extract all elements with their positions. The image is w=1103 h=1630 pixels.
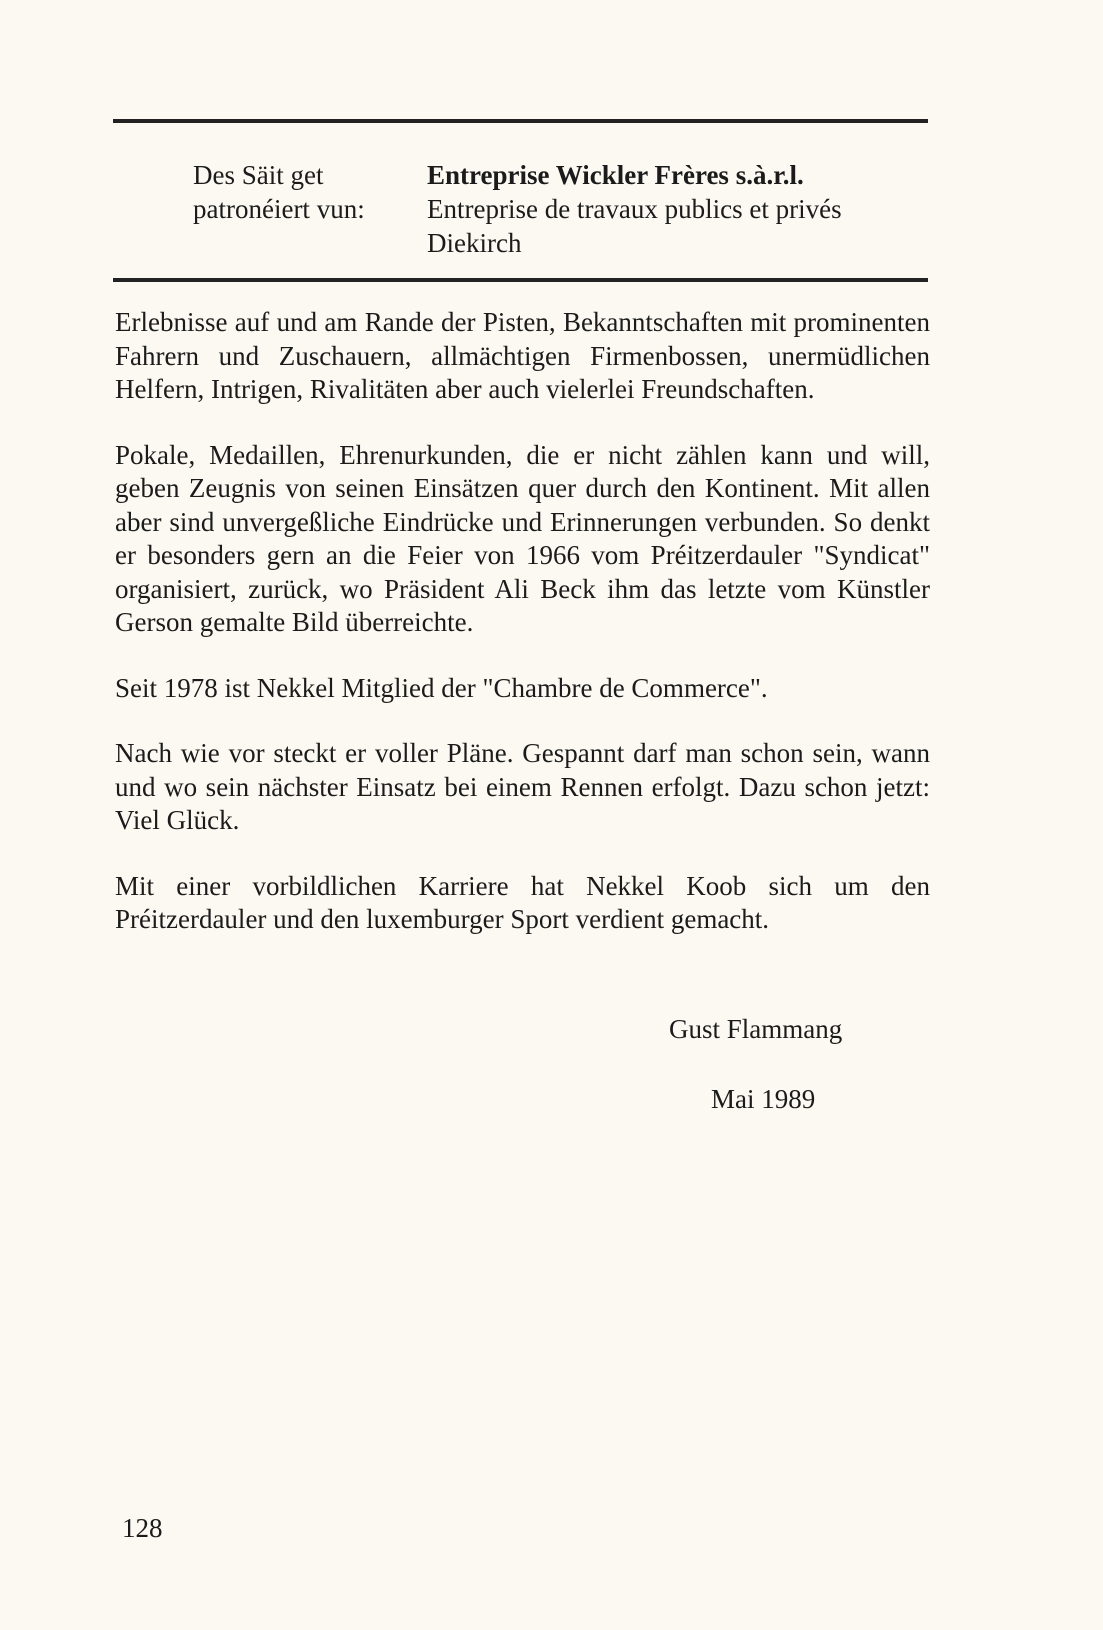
author-signature: Gust Flammang <box>669 1014 843 1044</box>
sponsor-label <box>193 158 365 226</box>
publication-date: Mai 1989 <box>711 1084 816 1114</box>
sponsor-description: Entreprise de travaux publics et privés <box>427 194 842 224</box>
sponsor-label-line2: patronéiert vun: <box>193 194 365 224</box>
sponsor-company-name: Entreprise Wickler Frères s.à.r.l. <box>427 160 804 190</box>
paragraph-experiences: Erlebnisse auf und am Rande der Pisten, Bekanntschaften mit prominenten Fahrern und Zuschauern, allmächtigen Firmenbossen, unermüdlichen Helfern, Intrigen, Rivalitäten aber auch vielerlei Freundschaften. <box>115 307 930 404</box>
paragraph-chamber: Seit 1978 ist Nekkel Mitglied der "Chambre de Commerce". <box>115 672 768 703</box>
top-divider <box>113 119 928 123</box>
page-number: 128 <box>122 1513 163 1543</box>
bottom-divider <box>113 278 928 282</box>
sponsor-city: Diekirch <box>427 228 522 258</box>
paragraph-plans: Nach wie vor steckt er voller Pläne. Gespannt darf man schon sein, wann und wo sein nächster Einsatz bei einem Rennen erfolgt. Dazu schon jetzt: Viel Glück. <box>115 738 930 835</box>
sponsor-label-line1: Des Säit get <box>193 160 324 190</box>
sponsor-details <box>427 158 842 260</box>
article-body <box>115 306 930 969</box>
paragraph-trophies: Pokale, Medaillen, Ehrenurkunden, die er nicht zählen kann und will, geben Zeugnis von seinen Einsätzen quer durch den Kontinent. Mit allen aber sind unvergeßliche Eindrücke und Erinnerungen verbunden. So denkt er besonders gern an die Feier von 1966 vom Préitzerdauler "Syndicat" organisiert, zurück, wo Präsident Ali Beck ihm das letzte vom Künstler Gerson gemalte Bild überreichte. <box>115 439 930 637</box>
paragraph-career: Mit einer vorbildlichen Karriere hat Nekkel Koob sich um den Préitzerdauler und den luxemburger Sport verdient gemacht. <box>115 870 930 934</box>
